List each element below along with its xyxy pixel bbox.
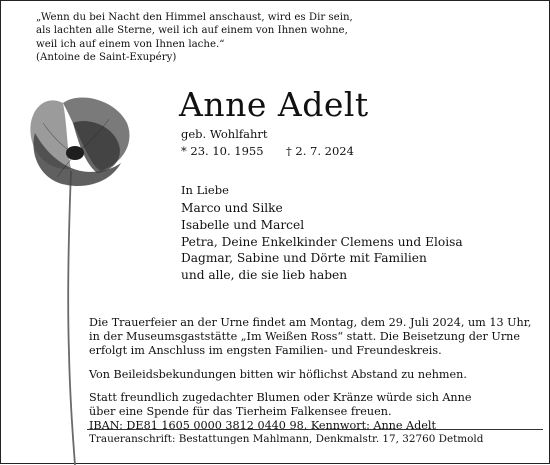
mourner-line: Dagmar, Sabine und Dörte mit Familien <box>181 251 427 266</box>
mourners-list <box>181 200 463 284</box>
mourners-intro: In Liebe <box>181 183 229 197</box>
mourner-line: Petra, Deine Enkelkinder Clemens und Eloisa <box>181 234 463 249</box>
birth-date: * 23. 10. 1955 <box>181 144 264 158</box>
text-line: erfolgt im Anschluss im engsten Familien- und Freundeskreis. <box>89 344 442 358</box>
quote-line: weil ich auf einem von Ihnen lache.“ <box>36 38 225 50</box>
mourner-line: und alle, die sie lieb haben <box>181 268 348 283</box>
text-line: IBAN: DE81 1605 0000 3812 0440 98, Kennwort: Anne Adelt <box>89 419 436 433</box>
quote-author: (Antoine de Saint-Exupéry) <box>36 52 177 64</box>
deceased-name: Anne Adelt <box>179 85 369 124</box>
mourner-line: Marco und Silke <box>181 201 283 215</box>
death-date: † 2. 7. 2024 <box>286 144 354 158</box>
quote-block <box>36 11 516 65</box>
maiden-name: geb. Wohlfahrt <box>181 127 268 141</box>
text-line: über eine Spende für das Tierheim Falkensee freuen. <box>89 405 392 419</box>
life-dates <box>181 144 354 158</box>
text-line: Statt freundlich zugedachter Blumen oder Kränze würde sich Anne <box>89 390 472 404</box>
text-line: Die Trauerfeier an der Urne findet am Montag, dem 29. Juli 2024, um 13 Uhr, <box>89 316 532 329</box>
text-line: in der Museumsgaststätte „Im Weißen Ross“ statt. Die Beisetzung der Urne <box>89 330 521 344</box>
quote-line: „Wenn du bei Nacht den Himmel anschaust, wird es Dir sein, <box>36 12 353 23</box>
mourning-address: Traueranschrift: Bestattungen Mahlmann, Denkmalstr. 17, 32760 Detmold <box>89 433 484 445</box>
text-line: Von Beileidsbekundungen bitten wir höflichst Abstand zu nehmen. <box>89 367 467 381</box>
notice-text <box>89 307 544 442</box>
quote-line: als lachten alle Sterne, weil ich auf einem von Ihnen wohne, <box>36 25 348 37</box>
footer-divider <box>87 429 543 430</box>
mourner-line: Isabelle und Marcel <box>181 217 305 232</box>
